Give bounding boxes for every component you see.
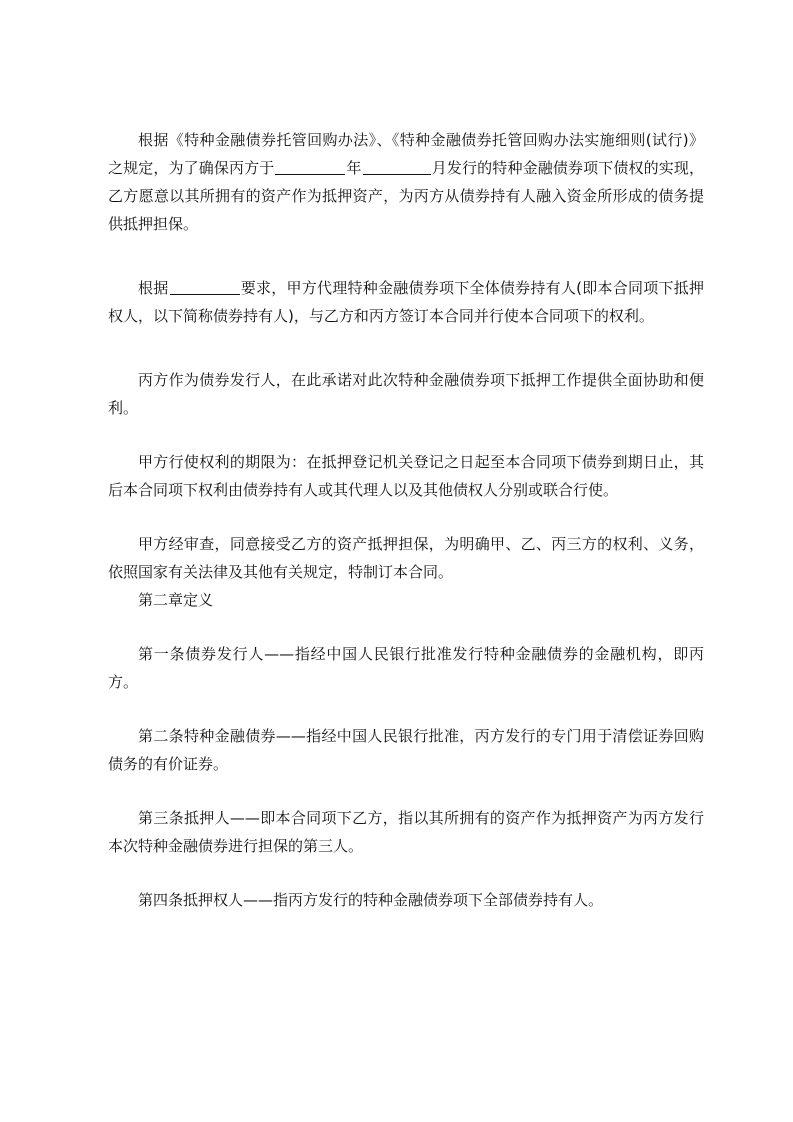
chapter-heading: 第二章定义 xyxy=(138,591,214,609)
paragraph-agency-text-2: 要求，甲方代理特种金融债券项下全体债券持有人(即本合同项下抵押权人，以下简称债券持有人)，与乙方和丙方签订本合同并行使本合同项下的权利。 xyxy=(108,279,704,325)
paragraph-agency-text-1: 根据 xyxy=(138,279,169,297)
document-body xyxy=(108,126,704,914)
paragraph-issuer-commitment: 丙方作为债券发行人，在此承诺对此次特种金融债券项下抵押工作提供全面协助和便利。 xyxy=(108,371,704,417)
paragraph-basis-text-3: 月发行的特种金融债券项下债权的实现，乙方愿意以其所拥有的资产作为抵押资产，为丙方从债券持有人融入资金所形成的债务提供抵押担保。 xyxy=(108,159,704,233)
article-4: 第四条抵押权人——指丙方发行的特种金融债券项下全部债券持有人。 xyxy=(138,891,604,909)
blank-month xyxy=(363,158,431,175)
paragraph-basis-text-2: 年 xyxy=(346,159,362,177)
paragraph-basis-text-1: 根据《特种金融债券托管回购办法》、《特种金融债券托管回购办法实施细则(试行)》之规定，为了确保丙方于 xyxy=(108,131,704,177)
paragraph-agency xyxy=(108,274,704,330)
article-2: 第二条特种金融债券——指经中国人民银行批准，丙方发行的专门用于清偿证券回购债务的有价证券。 xyxy=(108,727,704,773)
blank-requirement xyxy=(170,278,240,295)
paragraph-basis xyxy=(108,126,704,238)
article-1: 第一条债券发行人——指经中国人民银行批准发行特种金融债券的金融机构，即丙方。 xyxy=(108,645,704,691)
blank-year xyxy=(275,158,345,175)
paragraph-rights-term: 甲方行使权利的期限为：在抵押登记机关登记之日起至本合同项下债券到期日止，其后本合同项下权利由债券持有人或其代理人以及其他债权人分别或联合行使。 xyxy=(108,453,704,499)
article-3: 第三条抵押人——即本合同项下乙方，指以其所拥有的资产作为抵押资产为丙方发行本次特种金融债券进行担保的第三人。 xyxy=(108,809,704,855)
paragraph-review: 甲方经审查，同意接受乙方的资产抵押担保，为明确甲、乙、丙三方的权利、义务，依照国家有关法律及其他有关规定，特制订本合同。 xyxy=(108,535,704,581)
